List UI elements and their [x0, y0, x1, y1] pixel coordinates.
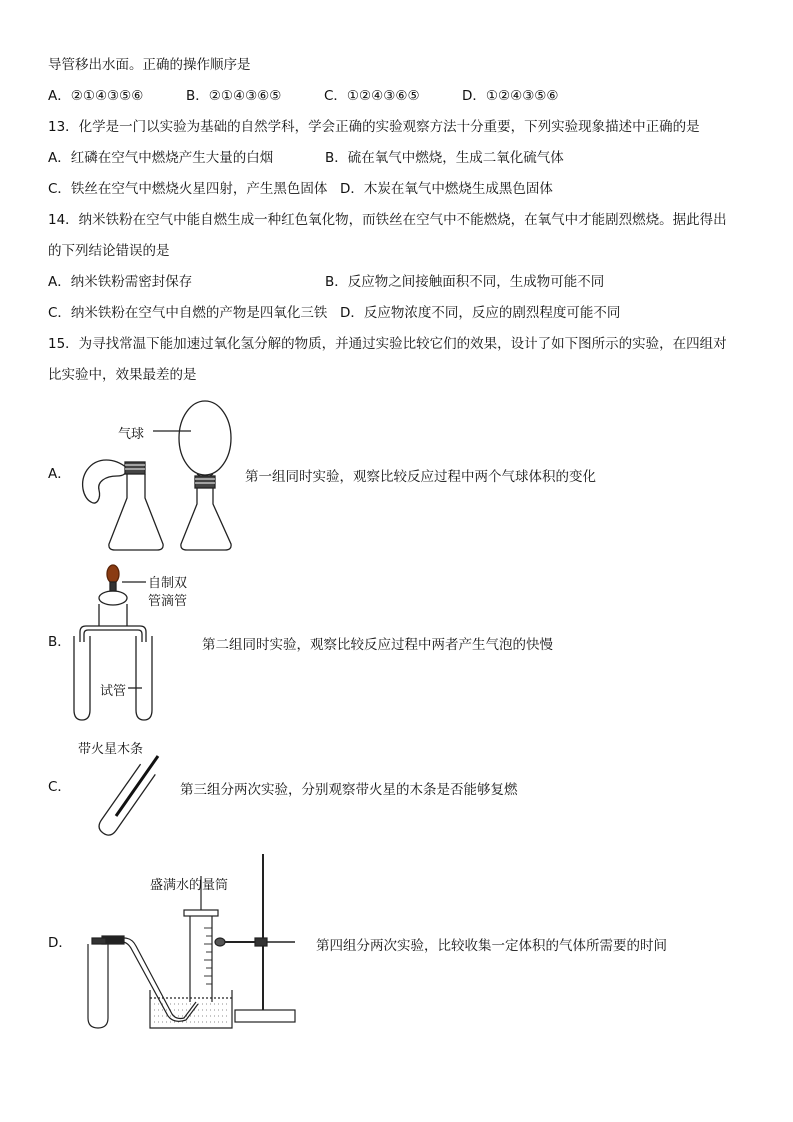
- q15-option-c-letter: C．: [48, 779, 71, 795]
- dropper-label-line1: 自制双: [148, 576, 188, 591]
- q15-stem-line2: 比实验中，效果最差的是: [48, 367, 197, 383]
- water-displacement-apparatus-diagram: [80, 852, 305, 1032]
- glowing-splint-test-tube-diagram: [80, 752, 170, 842]
- test-tube-label: 试管: [100, 684, 127, 699]
- q15-option-a-desc: 第一组同时实验，观察比较反应过程中两个气球体积的变化: [245, 469, 596, 485]
- q13-option-a: A．红磷在空气中燃烧产生大量的白烟: [48, 150, 274, 166]
- q14-option-c: C．纳米铁粉在空气中自燃的产物是四氧化三铁: [48, 305, 328, 321]
- q14-option-d: D．反应物浓度不同，反应的剧烈程度可能不同: [340, 305, 621, 321]
- q12-option-b: B．②①④③⑥⑤: [186, 88, 282, 104]
- q13-stem: 13．化学是一门以实验为基础的自然学科，学会正确的实验观察方法十分重要，下列实验现象描述中正确的是: [48, 119, 700, 135]
- q12-option-d: D．①②④③⑤⑥: [462, 88, 559, 104]
- q15-option-d-desc: 第四组分两次实验，比较收集一定体积的气体所需要的时间: [316, 938, 667, 954]
- q15-option-b-letter: B．: [48, 634, 71, 650]
- q13-option-c: C．铁丝在空气中燃烧火星四射，产生黑色固体: [48, 181, 328, 197]
- graduated-cylinder-label: 盛满水的量筒: [150, 878, 229, 893]
- lead-line: 导管移出水面。正确的操作顺序是: [48, 57, 251, 73]
- q14-option-b: B．反应物之间接触面积不同，生成物可能不同: [325, 274, 605, 290]
- q15-option-a-letter: A．: [48, 466, 71, 482]
- glowing-splint-label: 带火星木条: [78, 742, 144, 757]
- q14-option-a: A．纳米铁粉需密封保存: [48, 274, 193, 290]
- q13-option-d: D．木炭在氧气中燃烧生成黑色固体: [340, 181, 553, 197]
- q15-option-d-letter: D．: [48, 935, 72, 951]
- q14-stem-line2: 的下列结论错误的是: [48, 243, 170, 259]
- q15-stem-line1: 15．为寻找常温下能加速过氧化氢分解的物质，并通过实验比较它们的效果，设计了如下图所示的实验，在四组对: [48, 336, 727, 352]
- q13-option-b: B．硫在氧气中燃烧，生成二氧化硫气体: [325, 150, 564, 166]
- dropper-label-line2: 管滴管: [148, 594, 188, 609]
- q15-option-c-desc: 第三组分两次实验，分别观察带火星的木条是否能够复燃: [180, 782, 518, 798]
- q12-option-a: A．②①④③⑤⑥: [48, 88, 144, 104]
- q12-option-c: C．①②④③⑥⑤: [324, 88, 420, 104]
- balloon-label: 气球: [118, 427, 145, 442]
- balloon-flasks-diagram: [75, 398, 245, 553]
- q14-stem-line1: 14．纳米铁粉在空气中能自燃生成一种红色氧化物，而铁丝在空气中不能燃烧，在氧气中才能剧烈燃烧。据此得出: [48, 212, 727, 228]
- q15-option-b-desc: 第二组同时实验，观察比较反应过程中两者产生气泡的快慢: [202, 637, 553, 653]
